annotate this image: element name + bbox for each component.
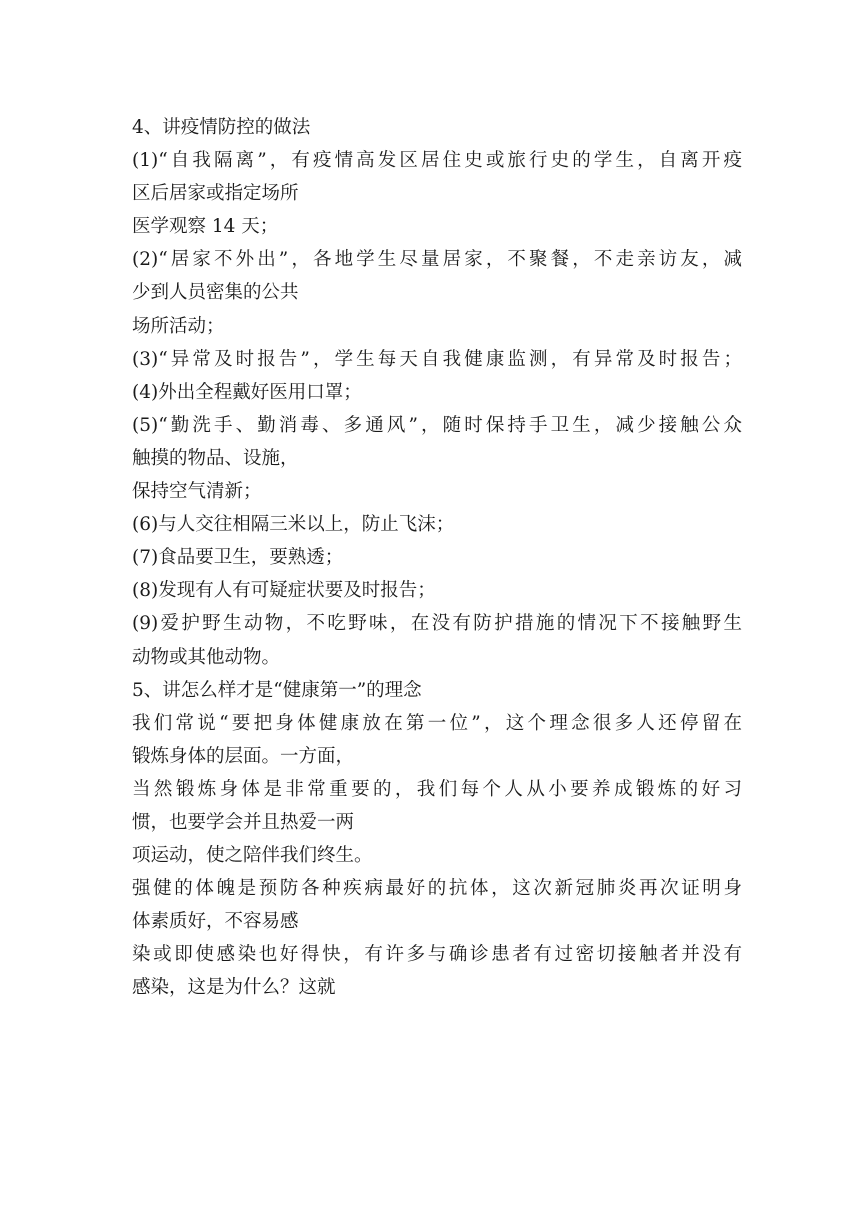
text-line: 区后居家或指定场所 bbox=[132, 183, 299, 205]
text-line: (5)“勤洗手、勤消毒、多通风”，随时保持手卫生，减少接触公众 bbox=[132, 414, 742, 436]
text-line: (6)与人交往相隔三米以上，防止飞沫； bbox=[132, 514, 455, 536]
text-line: 项运动，使之陪伴我们终生。 bbox=[132, 845, 373, 867]
text-line: 我们常说“要把身体健康放在第一位”，这个理念很多人还停留在 bbox=[132, 712, 742, 734]
text-line: (9)爱护野生动物，不吃野味，在没有防护措施的情况下不接触野生 bbox=[132, 613, 742, 635]
text-line: (2)“居家不外出”，各地学生尽量居家，不聚餐，不走亲访友，减 bbox=[132, 249, 742, 271]
section-heading: 4、讲疫情防控的做法 bbox=[132, 117, 311, 138]
text-line: 场所活动； bbox=[132, 315, 225, 337]
text-line: (1)“自我隔离”，有疫情高发区居住史或旅行史的学生，自离开疫 bbox=[132, 150, 742, 172]
text-line: 少到人员密集的公共 bbox=[132, 282, 299, 304]
text-line: 染或即使感染也好得快，有许多与确诊患者有过密切接触者并没有 bbox=[132, 944, 742, 966]
text-line: (3)“异常及时报告”，学生每天自我健康监测，有异常及时报告； bbox=[132, 348, 742, 370]
section-heading: 5、讲怎么样才是“健康第一”的理念 bbox=[132, 679, 422, 701]
text-line: (8)发现有人有可疑症状要及时报告； bbox=[132, 580, 436, 602]
text-line: 强健的体魄是预防各种疾病最好的抗体，这次新冠肺炎再次证明身 bbox=[132, 878, 742, 900]
text-line: 触摸的物品、设施， bbox=[132, 447, 299, 469]
text-line: 动物或其他动物。 bbox=[132, 646, 281, 668]
text-line: 感染，这是为什么？这就 bbox=[132, 977, 336, 999]
text-line: 体素质好，不容易感 bbox=[132, 911, 299, 933]
document-body bbox=[132, 111, 742, 1005]
text-line: 惯，也要学会并且热爱一两 bbox=[132, 811, 355, 833]
text-line: 锻炼身体的层面。一方面， bbox=[132, 745, 355, 767]
text-line: (4)外出全程戴好医用口罩； bbox=[132, 381, 362, 403]
text-line: 当然锻炼身体是非常重要的，我们每个人从小要养成锻炼的好习 bbox=[132, 778, 742, 800]
text-line: 医学观察 14 天； bbox=[132, 216, 279, 238]
text-line: 保持空气清新； bbox=[132, 481, 262, 503]
text-line: (7)食品要卫生，要熟透； bbox=[132, 547, 344, 569]
